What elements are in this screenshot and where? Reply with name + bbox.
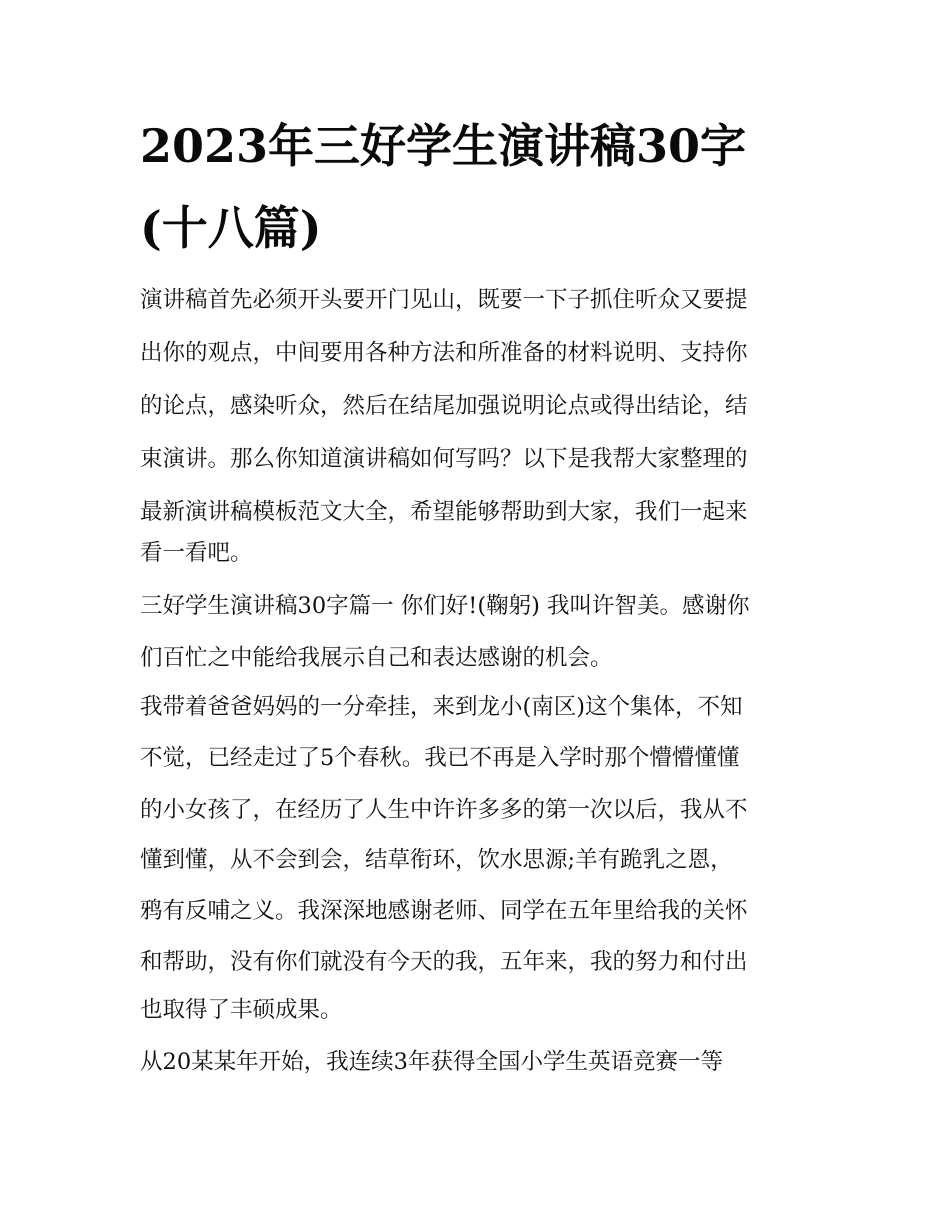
paragraph-line: 的小女孩了，在经历了人生中许许多多的第一次以后，我从不 bbox=[140, 797, 748, 823]
paragraph-line: 鸦有反哺之义。我深深地感谢老师、同学在五年里给我的关怀 bbox=[140, 898, 748, 924]
paragraph-line: 不觉，已经走过了5个春秋。我已不再是入学时那个懵懵懂懂 bbox=[140, 745, 740, 771]
paragraph-line: 最新演讲稿模板范文大全，希望能够帮助到大家，我们一起来 bbox=[140, 499, 748, 525]
document-title-line-2: (十八篇) bbox=[140, 201, 322, 255]
paragraph-line: 从20某某年开始，我连续3年获得全国小学生英语竞赛一等 bbox=[140, 1049, 723, 1075]
paragraph-line: 三好学生演讲稿30字篇一 你们好!(鞠躬) 我叫许智美。感谢你 bbox=[140, 593, 750, 619]
paragraph-line: 束演讲。那么你知道演讲稿如何写吗？以下是我帮大家整理的 bbox=[140, 446, 748, 472]
paragraph-line: 懂到懂，从不会到会，结草衔环，饮水思源;羊有跪乳之恩， bbox=[140, 847, 733, 873]
document-title-line-1: 2023年三好学生演讲稿30字 bbox=[140, 119, 747, 173]
paragraph-line: 的论点，感染听众，然后在结尾加强说明论点或得出结论，结 bbox=[140, 393, 748, 419]
paragraph-line: 和帮助，没有你们就没有今天的我，五年来，我的努力和付出 bbox=[140, 949, 748, 975]
paragraph-line: 演讲稿首先必须开头要开门见山，既要一下子抓住听众又要提 bbox=[140, 287, 748, 313]
paragraph-line: 我带着爸爸妈妈的一分牵挂，来到龙小(南区)这个集体，不知 bbox=[140, 694, 743, 720]
paragraph-line: 出你的观点，中间要用各种方法和所准备的材料说明、支持你 bbox=[140, 340, 748, 366]
paragraph-line: 也取得了丰硕成果。 bbox=[140, 997, 343, 1023]
paragraph-line: 看一看吧。 bbox=[140, 540, 253, 566]
paragraph-line: 们百忙之中能给我展示自己和表达感谢的机会。 bbox=[140, 645, 613, 671]
